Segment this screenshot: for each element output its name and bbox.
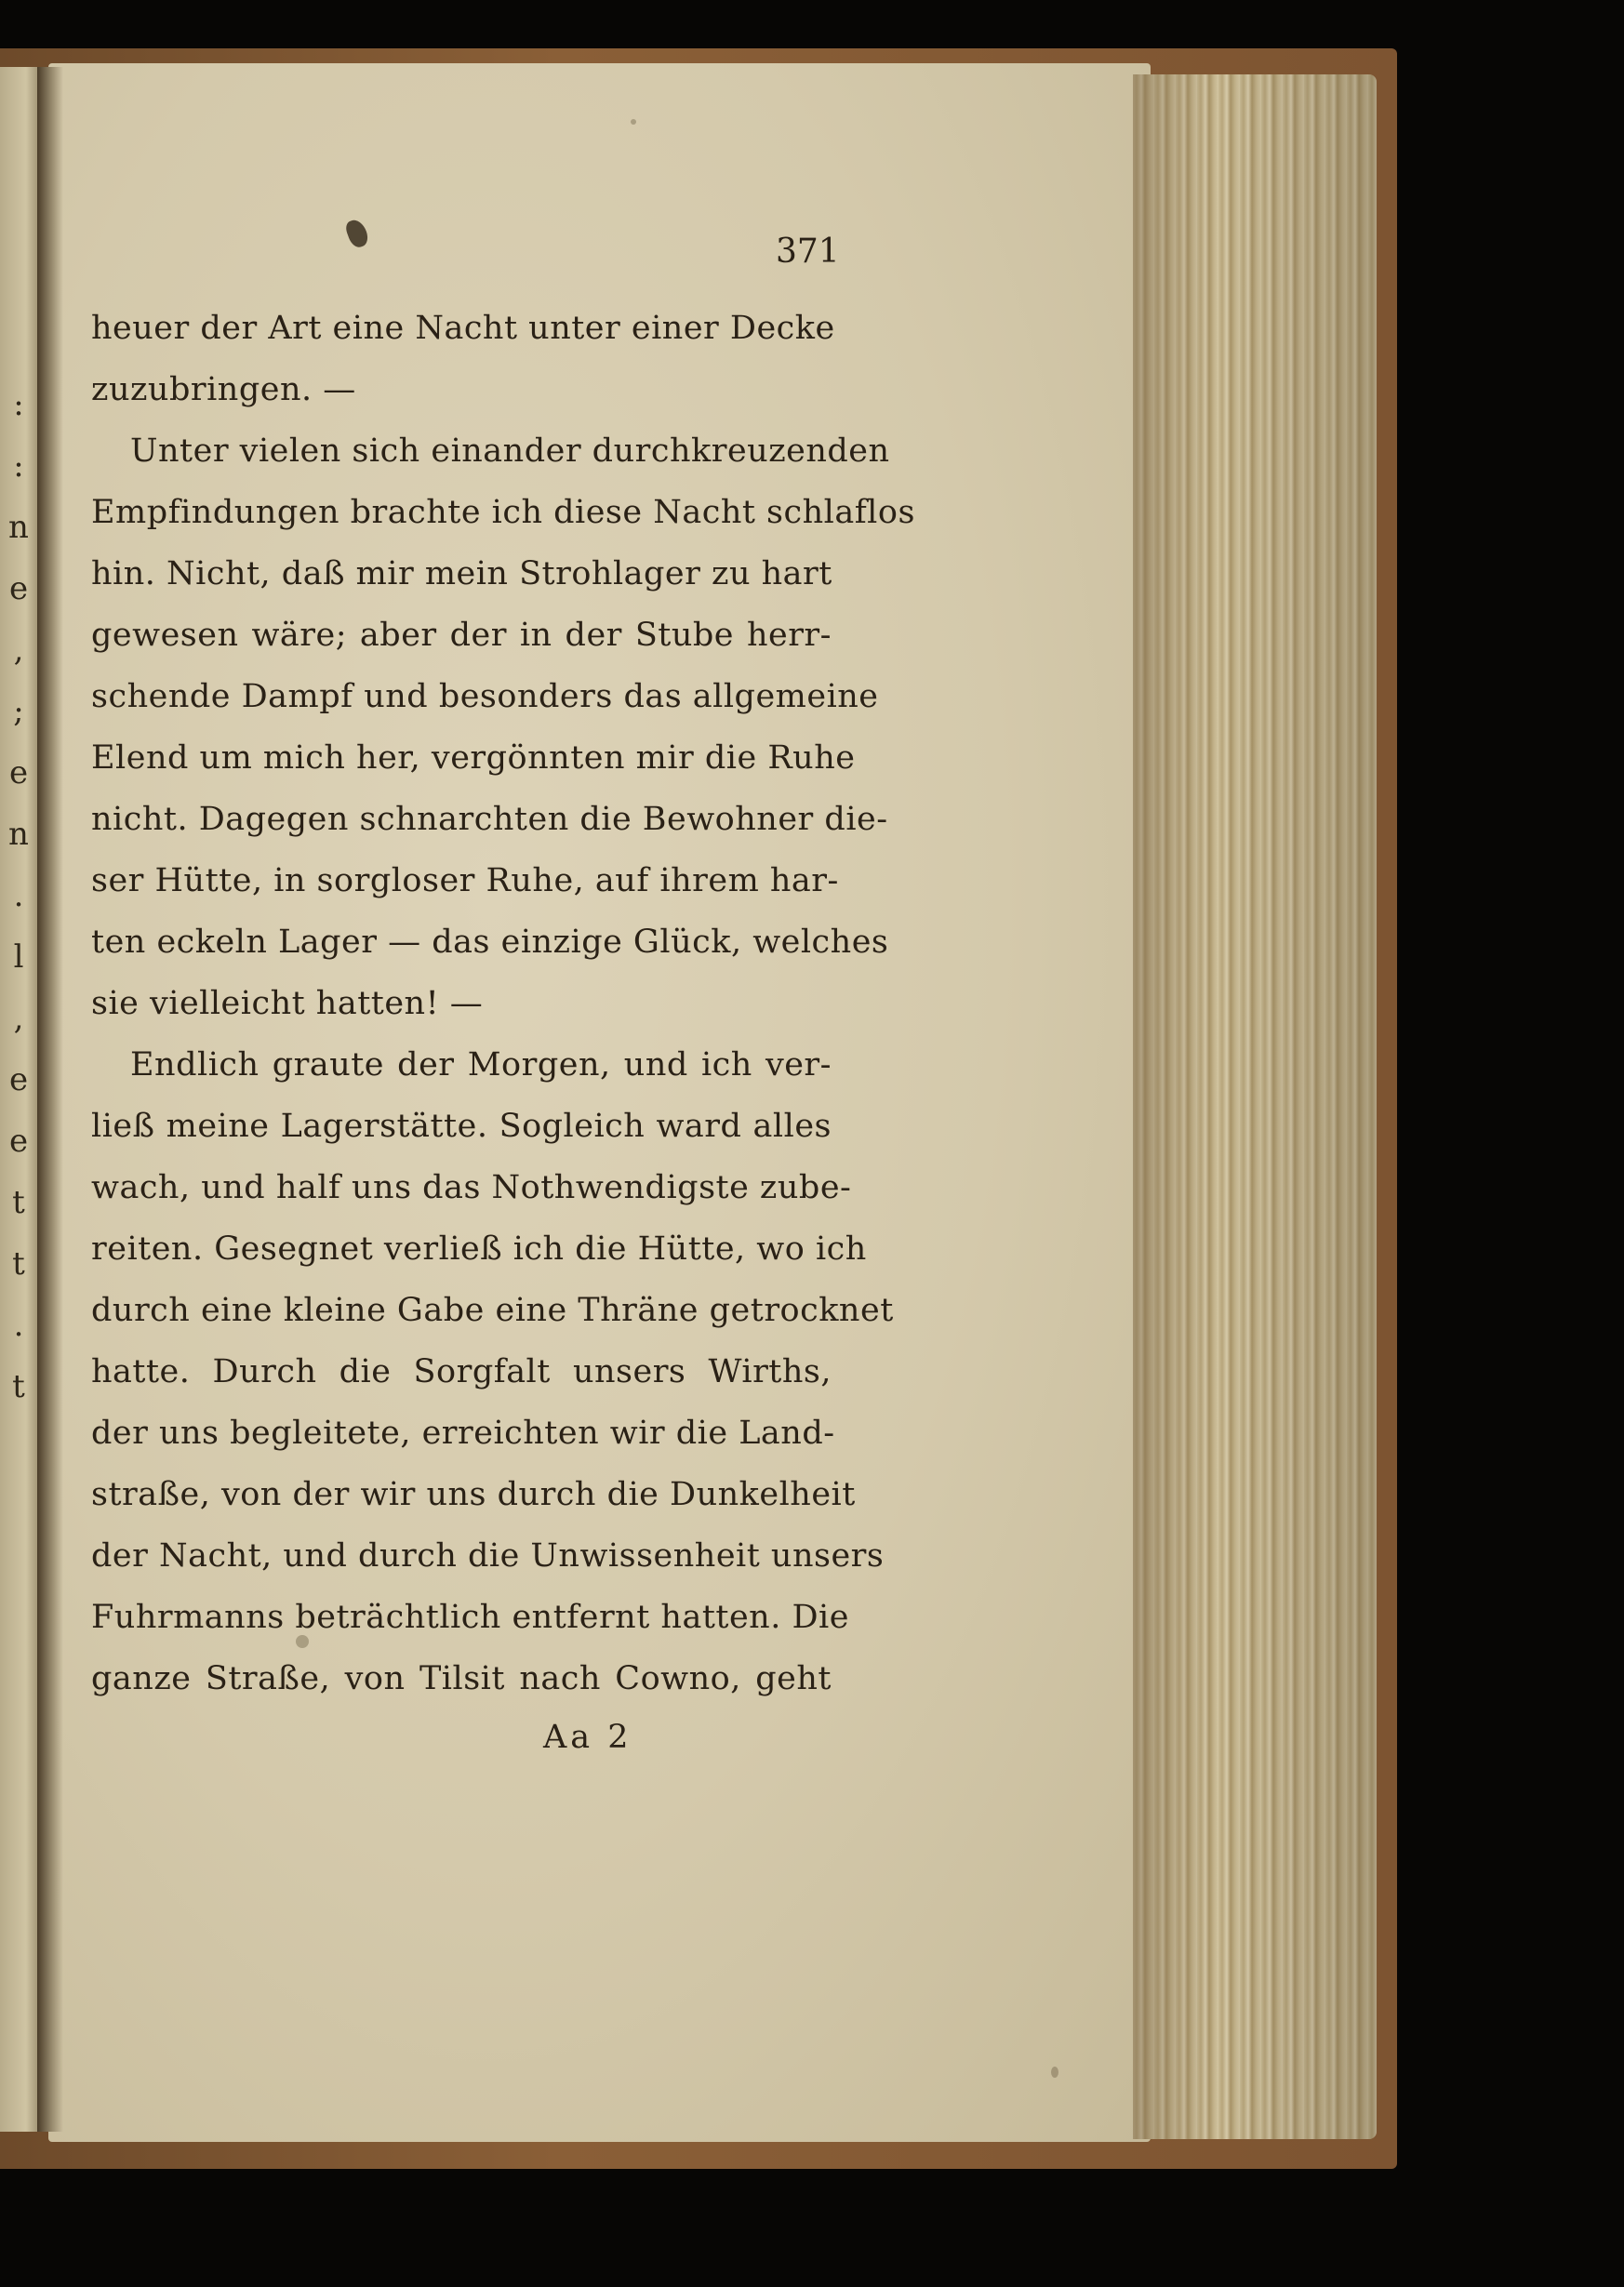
text-line: hin. Nicht, daß mir mein Strohlager zu hart [91,555,832,592]
left-glyph: t [12,1368,25,1405]
left-glyph: : [13,386,24,423]
text-line: zuzubringen. — [91,371,356,408]
text-line: gewesen wäre; aber der in der Stube herr- [91,617,832,654]
text-line: straße, von der wir uns durch die Dunkelheit [91,1476,856,1513]
left-glyph: ; [13,693,24,730]
left-glyph: e [8,570,29,607]
left-glyph: t [12,1184,25,1221]
text-line: ser Hütte, in sorgloser Ruhe, auf ihrem har- [91,862,839,899]
text-line: Fuhrmanns beträchtlich entfernt hatten. Die [91,1599,849,1636]
text-line: schende Dampf und besonders das allgemeine [91,678,879,715]
text-line: reiten. Gesegnet verließ ich die Hütte, wo ich [91,1230,867,1268]
left-glyph: t [12,1245,25,1283]
text-line: Elend um mich her, vergönnten mir die Ruhe [91,739,856,777]
page-number: 371 [776,233,840,271]
left-glyph: e [8,1123,29,1160]
left-glyph: e [8,754,29,791]
gutter-shadow [37,67,63,2132]
text-line: sie vielleicht hatten! — [91,985,484,1022]
text-line: Unter vielen sich einander durchkreuzenden [130,432,890,470]
paper-spot [1051,2067,1058,2078]
text-line: Endlich graute der Morgen, und ich ver- [130,1046,832,1084]
text-line: heuer der Art eine Nacht unter einer Decke [91,310,835,347]
text-line: Empfindungen brachte ich diese Nacht schlaflos [91,494,915,531]
text-line: der uns begleitete, erreichten wir die Land- [91,1415,835,1452]
text-line: hatte. Durch die Sorgfalt unsers Wirths, [91,1353,832,1390]
text-line: ließ meine Lagerstätte. Sogleich ward alles [91,1108,832,1145]
left-glyph: n [8,509,29,546]
left-page-edge [0,67,37,2132]
paper-spot [631,119,636,125]
left-glyph: : [13,447,24,485]
left-glyph: . [13,1307,24,1344]
left-glyph: n [8,816,29,853]
page-block-shading [1133,74,1377,2139]
left-glyph: . [13,877,24,914]
left-glyph: , [13,632,24,669]
text-line: der Nacht, und durch die Unwissenheit unsers [91,1537,885,1575]
text-line: wach, und half uns das Nothwendigste zube- [91,1169,852,1206]
text-line: ganze Straße, von Tilsit nach Cowno, geht [91,1660,832,1697]
catchword-signature: Aa 2 [543,1719,632,1756]
left-page-text-fragments [4,374,33,1417]
text-line: durch eine kleine Gabe eine Thräne getrocknet [91,1292,894,1329]
left-glyph: , [13,1000,24,1037]
left-glyph: e [8,1061,29,1098]
text-line: nicht. Dagegen schnarchten die Bewohner die- [91,801,888,838]
text-line: ten eckeln Lager — das einzige Glück, welches [91,924,889,961]
left-glyph: l [13,938,24,976]
